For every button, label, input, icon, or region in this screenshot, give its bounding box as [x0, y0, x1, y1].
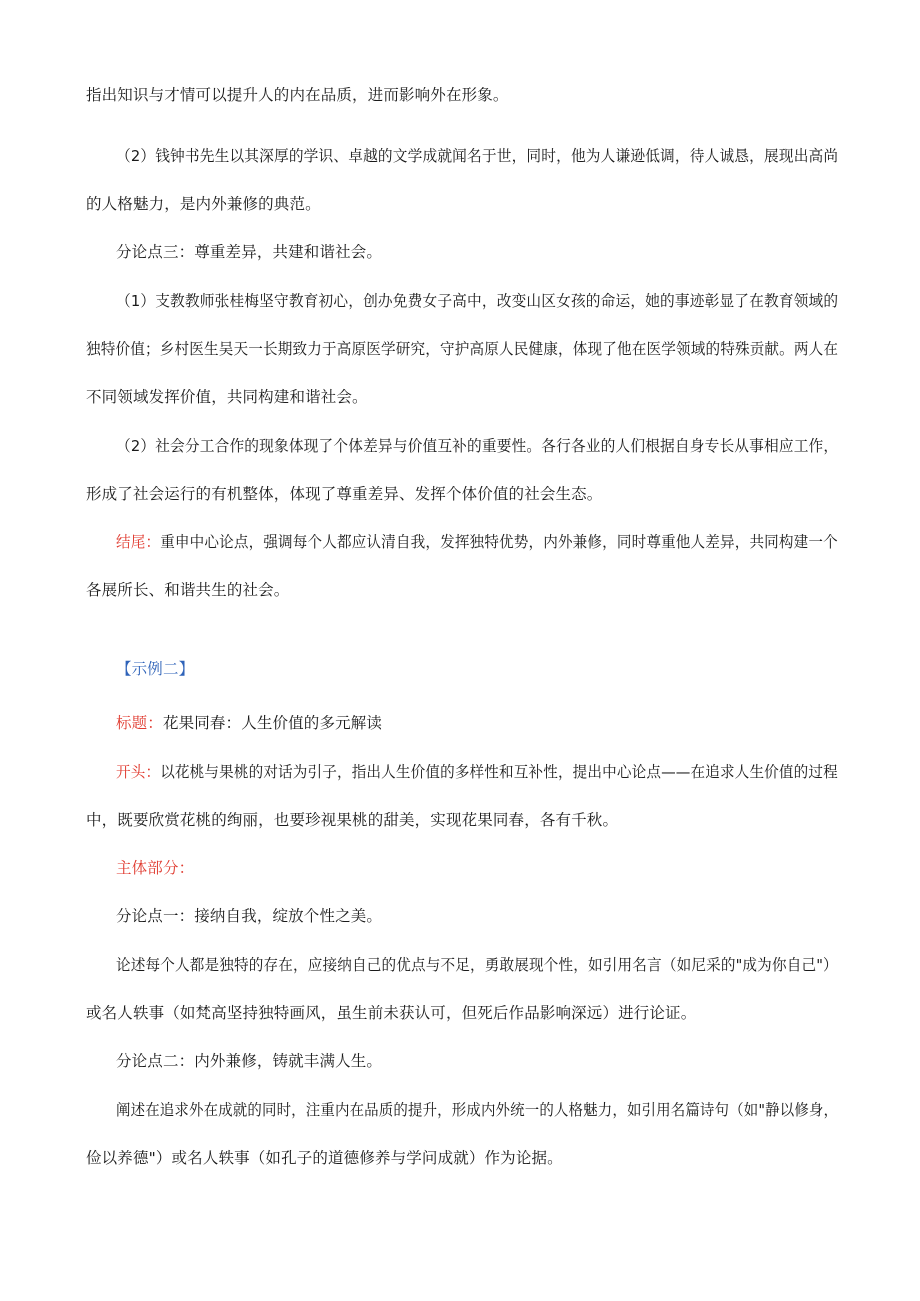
paragraph-line: （2）钱钟书先生以其深厚的学识、卓越的文学成就闻名于世，同时，他为人谦逊低调，待人诚恳，展现出高尚	[116, 147, 839, 165]
paragraph-line: 或名人轶事（如梵高坚持独特画风，虽生前未获认可，但死后作品影响深远）进行论证。	[86, 1004, 697, 1022]
paragraph-line: （1）支教教师张桂梅坚守教育初心，创办免费女子高中，改变山区女孩的命运，她的事迹彰显了在教育领域的	[116, 292, 839, 310]
paragraph-line: 独特价值；乡村医生吴天一长期致力于高原医学研究，守护高原人民健康，体现了他在医学领域的特殊贡献。两人在	[86, 340, 839, 358]
section-label: 标题：	[116, 714, 163, 732]
opening-line	[116, 761, 838, 783]
paragraph-line: 指出知识与才情可以提升人的内在品质，进而影响外在形象。	[86, 86, 509, 104]
paragraph-line: 的人格魅力，是内外兼修的典范。	[86, 195, 321, 213]
paragraph-line: 形成了社会运行的有机整体，体现了尊重差异、发挥个体价值的社会生态。	[86, 485, 603, 503]
sub-argument-heading: 分论点三：尊重差异，共建和谐社会。	[116, 243, 383, 261]
paragraph-line: 不同领域发挥价值，共同构建和谐社会。	[86, 388, 368, 406]
paragraph-line: 中，既要欣赏花桃的绚丽，也要珍视果桃的甜美，实现花果同春，各有千秋。	[86, 811, 619, 829]
paragraph-line: （2）社会分工合作的现象体现了个体差异与价值互补的重要性。各行各业的人们根据自身专长从事相应工作，	[116, 437, 839, 455]
section-label: 开头：	[116, 763, 161, 781]
body-section-label: 主体部分：	[116, 859, 195, 877]
paragraph-line: 俭以养德"）或名人轶事（如孔子的道德修养与学问成就）作为论据。	[86, 1149, 563, 1167]
sub-argument-heading: 分论点二：内外兼修，铸就丰满人生。	[116, 1052, 383, 1070]
paragraph-line: 阐述在追求外在成就的同时，注重内在品质的提升，形成内外统一的人格魅力，如引用名篇诗句（如"静以修身，	[116, 1101, 839, 1119]
example-heading: 【示例二】	[116, 660, 195, 678]
section-text: 以花桃与果桃的对话为引子，指出人生价值的多样性和互补性，提出中心论点——在追求人生价值的过程	[160, 763, 838, 781]
paragraph-line: 论述每个人都是独特的存在，应接纳自己的优点与不足，勇敢展现个性，如引用名言（如尼采的"成为你自己"）	[116, 956, 838, 974]
paragraph-line: 各展所长、和谐共生的社会。	[86, 581, 290, 599]
sub-argument-heading: 分论点一：接纳自我，绽放个性之美。	[116, 907, 383, 925]
section-text: 重申中心论点，强调每个人都应认清自我，发挥独特优势，内外兼修，同时尊重他人差异，共同构建一个	[160, 533, 838, 551]
title-line	[116, 712, 382, 734]
section-label: 结尾：	[116, 533, 161, 551]
conclusion-line	[116, 531, 838, 553]
section-text: 花果同春：人生价值的多元解读	[162, 714, 383, 732]
